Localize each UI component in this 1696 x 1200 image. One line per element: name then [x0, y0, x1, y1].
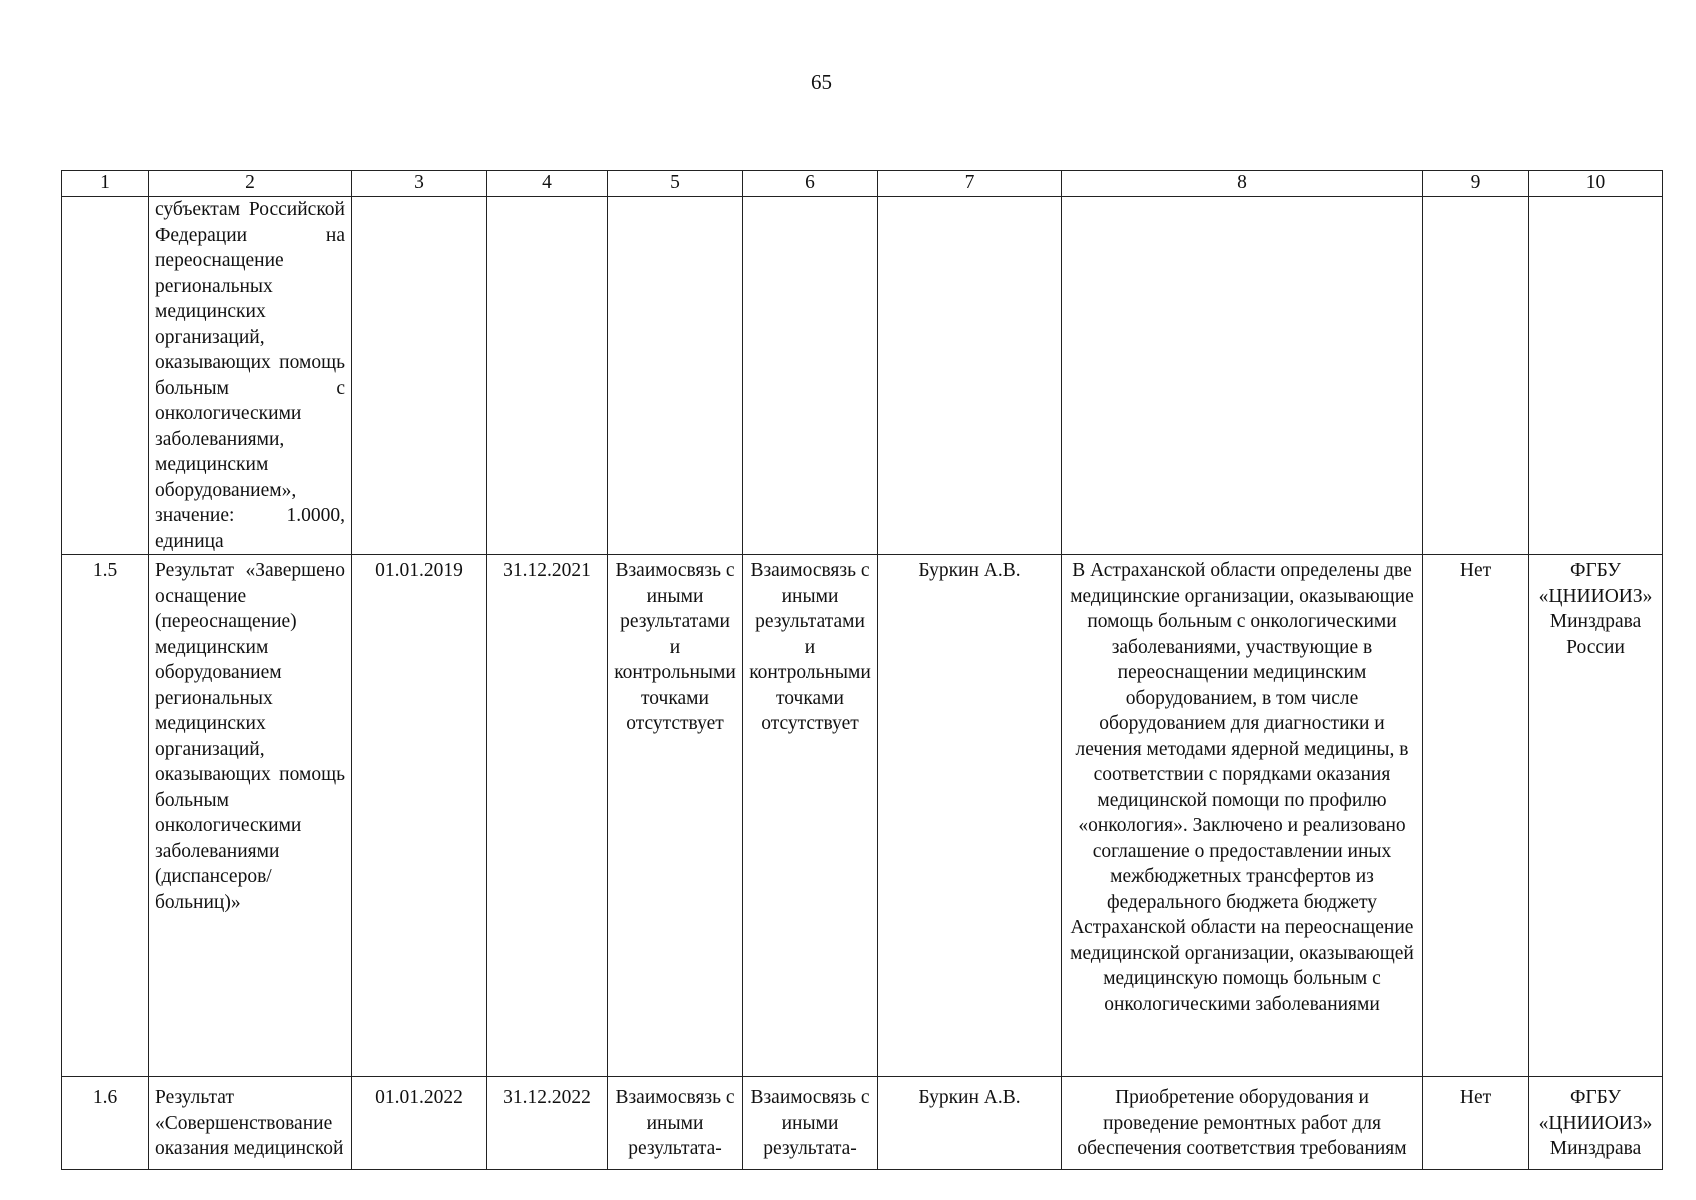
cell-organization [1529, 197, 1663, 555]
cell-organization: ФГБУ «ЦНИИОИЗ» Минздрава [1529, 1077, 1663, 1170]
cell-responsible: Буркин А.В. [878, 1077, 1062, 1170]
table-row [62, 555, 1663, 1077]
column-header: 9 [1423, 171, 1529, 197]
cell-description: Приобретение оборудования и проведение ремонтных работ для обеспечения соответствия требованиям [1062, 1077, 1423, 1170]
column-header: 3 [352, 171, 487, 197]
cell-number: 1.5 [62, 555, 149, 1077]
cell-relation-2: Взаимосвязь с иными результатами и контрольными точками отсутствует [743, 555, 878, 1077]
table-row [62, 197, 1663, 555]
column-header: 7 [878, 171, 1062, 197]
cell-end-date [487, 197, 608, 555]
cell-relation-2: Взаимосвязь с иными результата- [743, 1077, 878, 1170]
column-header: 4 [487, 171, 608, 197]
cell-description: В Астраханской области определены две медицинские организации, оказывающие помощь больным с онкологическими заболеваниями, участвующие в переоснащении медицинским оборудованием, в том числе оборудованием для диагностики и лечения методами ядерной медицины, в соответствии с порядками оказания медицинской помощи по профилю «онкология». Заключено и реализовано соглашение о предоставлении иных межбюджетных трансфертов из федерального бюджета бюджету Астраханской области на переоснащение медицинской организации, оказывающей медицинскую помощь больным с онкологическими заболеваниями [1062, 555, 1423, 1077]
cell-number [62, 197, 149, 555]
cell-relation-1 [608, 197, 743, 555]
document-table [61, 170, 1663, 1170]
cell-start-date: 01.01.2019 [352, 555, 487, 1077]
cell-name: Результат «Совершенствование оказания медицинской [149, 1077, 352, 1170]
cell-start-date [352, 197, 487, 555]
cell-number: 1.6 [62, 1077, 149, 1170]
cell-responsible [878, 197, 1062, 555]
cell-relation-1: Взаимосвязь с иными результата- [608, 1077, 743, 1170]
table-header-row [62, 171, 1663, 197]
cell-start-date: 01.01.2022 [352, 1077, 487, 1170]
table-row [62, 1077, 1663, 1170]
cell-relation-2 [743, 197, 878, 555]
column-header: 8 [1062, 171, 1423, 197]
cell-end-date: 31.12.2022 [487, 1077, 608, 1170]
cell-flag: Нет [1423, 1077, 1529, 1170]
cell-description [1062, 197, 1423, 555]
cell-name: Результат «Завершено оснащение (переоснащение) медицинским оборудованием региональных медицинских организаций, оказывающих помощь больным онкологическими заболеваниями (диспансеров/ больниц)» [149, 555, 352, 1077]
cell-flag: Нет [1423, 555, 1529, 1077]
column-header: 6 [743, 171, 878, 197]
column-header: 1 [62, 171, 149, 197]
cell-flag [1423, 197, 1529, 555]
cell-organization: ФГБУ «ЦНИИОИЗ» Минздрава России [1529, 555, 1663, 1077]
column-header: 10 [1529, 171, 1663, 197]
page-number: 65 [811, 70, 832, 94]
cell-responsible: Буркин А.В. [878, 555, 1062, 1077]
cell-end-date: 31.12.2021 [487, 555, 608, 1077]
column-header: 5 [608, 171, 743, 197]
cell-relation-1: Взаимосвязь с иными результатами и контрольными точками отсутствует [608, 555, 743, 1077]
cell-name: субъектам Российской Федерации на переоснащение региональных медицинских организаций, оказывающих помощь больным с онкологическими заболеваниями, медицинским оборудованием», значение: 1.0000, единица [149, 197, 352, 555]
column-header: 2 [149, 171, 352, 197]
